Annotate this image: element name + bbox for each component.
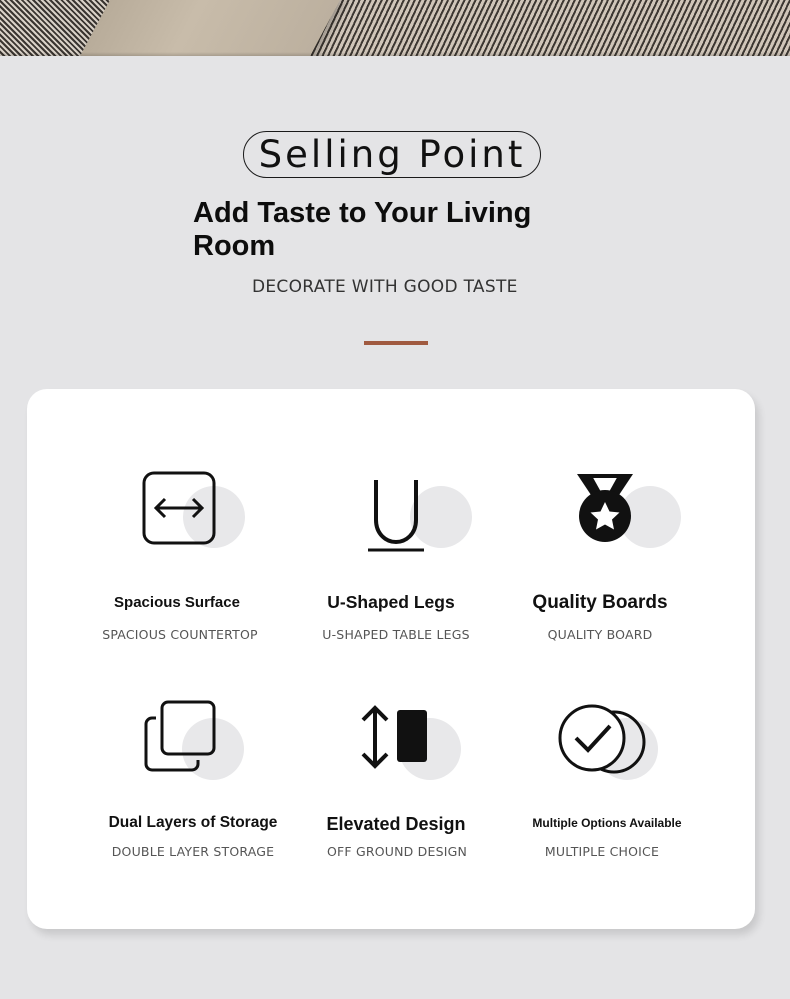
section-badge: Selling Point bbox=[243, 131, 541, 178]
feature-subtitle: OFF GROUND DESIGN bbox=[326, 844, 468, 859]
feature-subtitle: QUALITY BOARD bbox=[547, 627, 653, 642]
photo-shade bbox=[0, 52, 790, 56]
feature-multiple-options bbox=[497, 694, 717, 884]
feature-title: Quality Boards bbox=[532, 592, 668, 613]
feature-title: U-Shaped Legs bbox=[327, 592, 455, 612]
page-subline: DECORATE WITH GOOD TASTE bbox=[252, 277, 518, 297]
double-check-circle-icon bbox=[556, 698, 648, 778]
feature-dual-layers bbox=[83, 694, 303, 884]
underline-u-icon bbox=[366, 476, 426, 556]
page-headline: Add Taste to Your Living Room bbox=[193, 197, 532, 262]
fabric-fold bbox=[80, 0, 340, 56]
feature-u-shaped-legs bbox=[286, 464, 506, 654]
feature-title: Multiple Options Available bbox=[532, 816, 682, 830]
feature-subtitle: SPACIOUS COUNTERTOP bbox=[102, 627, 258, 642]
feature-title: Spacious Surface bbox=[114, 594, 240, 611]
feature-subtitle: DOUBLE LAYER STORAGE bbox=[111, 844, 275, 859]
accent-divider bbox=[364, 341, 428, 345]
feature-elevated-design bbox=[286, 694, 506, 884]
features-card bbox=[27, 389, 755, 929]
feature-subtitle: U-SHAPED TABLE LEGS bbox=[322, 627, 470, 642]
feature-title: Elevated Design bbox=[326, 814, 466, 834]
expand-horizontal-icon bbox=[141, 470, 217, 546]
hero-fabric-photo bbox=[0, 0, 790, 56]
feature-title: Dual Layers of Storage bbox=[108, 814, 278, 831]
height-arrow-icon bbox=[361, 704, 431, 770]
medal-star-icon bbox=[575, 472, 635, 544]
feature-subtitle: MULTIPLE CHOICE bbox=[544, 844, 660, 859]
copy-layers-icon bbox=[142, 698, 218, 774]
feature-quality-boards bbox=[490, 464, 710, 654]
feature-spacious-surface bbox=[69, 464, 289, 654]
